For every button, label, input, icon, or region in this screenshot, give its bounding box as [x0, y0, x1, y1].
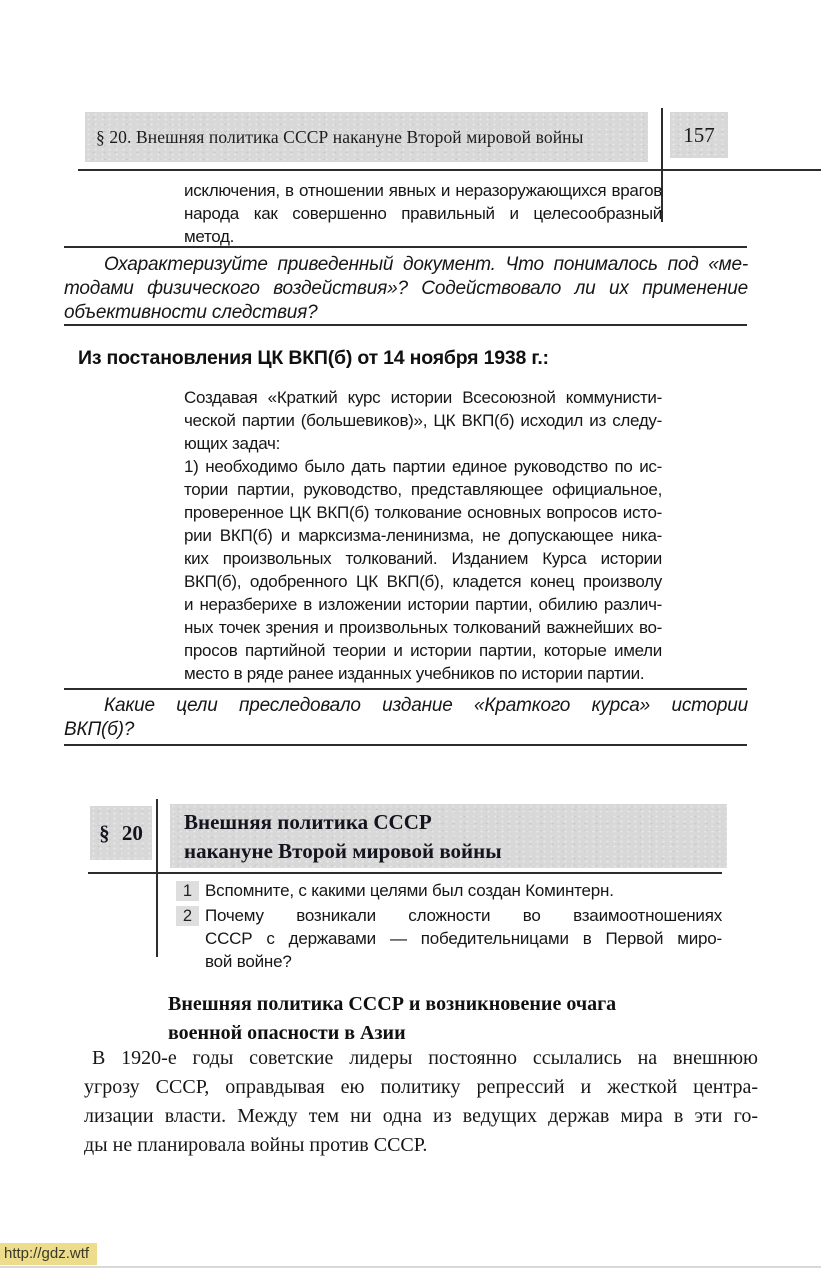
excerpt-line: место в ряде ранее изданных учебников по истории партии.	[184, 664, 645, 683]
question-line: Охарактеризуйте приведенный документ. Что понималось под «ме-	[104, 254, 748, 275]
section-number-box	[90, 806, 152, 860]
excerpt-line: исключения, в отношении явных и неразоружающихся врагов	[184, 181, 662, 200]
question-line: ВКП(б)?	[64, 719, 135, 740]
question-1-bottom-rule	[64, 324, 747, 326]
section-rule	[88, 872, 722, 874]
paragraph-line: угрозу СССР, оправдывая ею политику репрессий и жесткой центра-	[84, 1076, 758, 1098]
question-line: Вспомните, с какими целями был создан Коминтерн.	[205, 881, 614, 900]
question-line: Какие цели преследовало издание «Краткого курса» истории	[104, 695, 748, 716]
header-rule	[78, 169, 821, 171]
review-question-text	[205, 904, 722, 973]
question-line: тодами физического воздействия»? Содействовало ли их применение	[64, 278, 748, 299]
body-paragraph	[84, 1044, 758, 1160]
excerpt-line: просов партийной теории и истории партии, которые имели	[184, 641, 662, 660]
excerpt-line: ВКП(б), одобренного ЦК ВКП(б), кладется конец произволу	[184, 572, 662, 591]
excerpt-line: Создавая «Краткий курс истории Всесоюзной коммунисти-	[184, 388, 662, 407]
section-vertical-divider	[156, 799, 158, 957]
excerpt-line: и неразберихе в изложении истории партии, обилию различ-	[184, 595, 662, 614]
excerpt-line: ческой партии (большевиков)», ЦК ВКП(б) исходил из следу-	[184, 411, 662, 430]
gdz-watermark-link[interactable]: http://gdz.wtf	[0, 1243, 97, 1265]
running-header-band	[85, 112, 648, 162]
subheading-line: военной опасности в Азии	[168, 1022, 406, 1044]
question-2-bottom-rule	[64, 744, 747, 746]
excerpt-line: ющих задач:	[184, 434, 280, 453]
question-2-top-rule	[64, 688, 747, 690]
section-title-band	[170, 804, 727, 868]
question-1-top-rule	[64, 246, 747, 248]
document-source-heading: Из постановления ЦК ВКП(б) от 14 ноября 1938 г.:	[78, 347, 549, 369]
excerpt-line: ких произвольных толкований. Изданием Курса истории	[184, 549, 662, 568]
question-number-badge: 1	[176, 881, 199, 901]
page-number: 157	[683, 122, 715, 147]
paragraph-line: лизации власти. Между тем ни одна из ведущих держав мира в эти го-	[84, 1105, 758, 1127]
section-number: § 20	[99, 820, 143, 845]
page-number-box	[670, 112, 728, 158]
discussion-question-1	[64, 253, 748, 325]
question-line: Почему возникали сложности во взаимоотношениях	[205, 906, 722, 925]
excerpt-line: тории партии, руководство, представляющее официальное,	[184, 480, 662, 499]
section-title-line: Внешняя политика СССР	[184, 810, 432, 834]
paragraph-line: ды не планировала войны против СССР.	[84, 1134, 428, 1156]
topic-subheading	[168, 990, 616, 1048]
excerpt-line: народа как совершенно правильный и целесообразный метод.	[184, 204, 662, 246]
question-line: СССР с державами — победительницами в Первой миро-	[205, 929, 722, 948]
excerpt-line: ных точек зрения и произвольных толкований важнейших во-	[184, 618, 662, 637]
question-line: вой войне?	[205, 952, 292, 971]
question-number-badge: 2	[176, 906, 199, 926]
excerpt-line: 1) необходимо было дать партии единое руководство по ис-	[184, 457, 662, 476]
document-excerpt-main	[184, 386, 662, 685]
subheading-line: Внешняя политика СССР и возникновение очага	[168, 993, 617, 1015]
running-header-title: § 20. Внешняя политика СССР накануне Второй мировой войны	[96, 126, 584, 147]
excerpt-line: рии ВКП(б) и марксизма-ленинизма, не допускающее ника-	[184, 526, 662, 545]
document-excerpt-top	[184, 179, 662, 248]
question-line: объективности следствия?	[64, 302, 318, 323]
paragraph-line: В 1920-е годы советские лидеры постоянно ссылались на внешнюю	[92, 1047, 758, 1069]
discussion-question-2	[64, 694, 748, 742]
excerpt-line: проверенное ЦК ВКП(б) толкование основных вопросов исто-	[184, 503, 662, 522]
section-title-line: накануне Второй мировой войны	[184, 839, 502, 863]
review-question-text	[205, 879, 722, 902]
